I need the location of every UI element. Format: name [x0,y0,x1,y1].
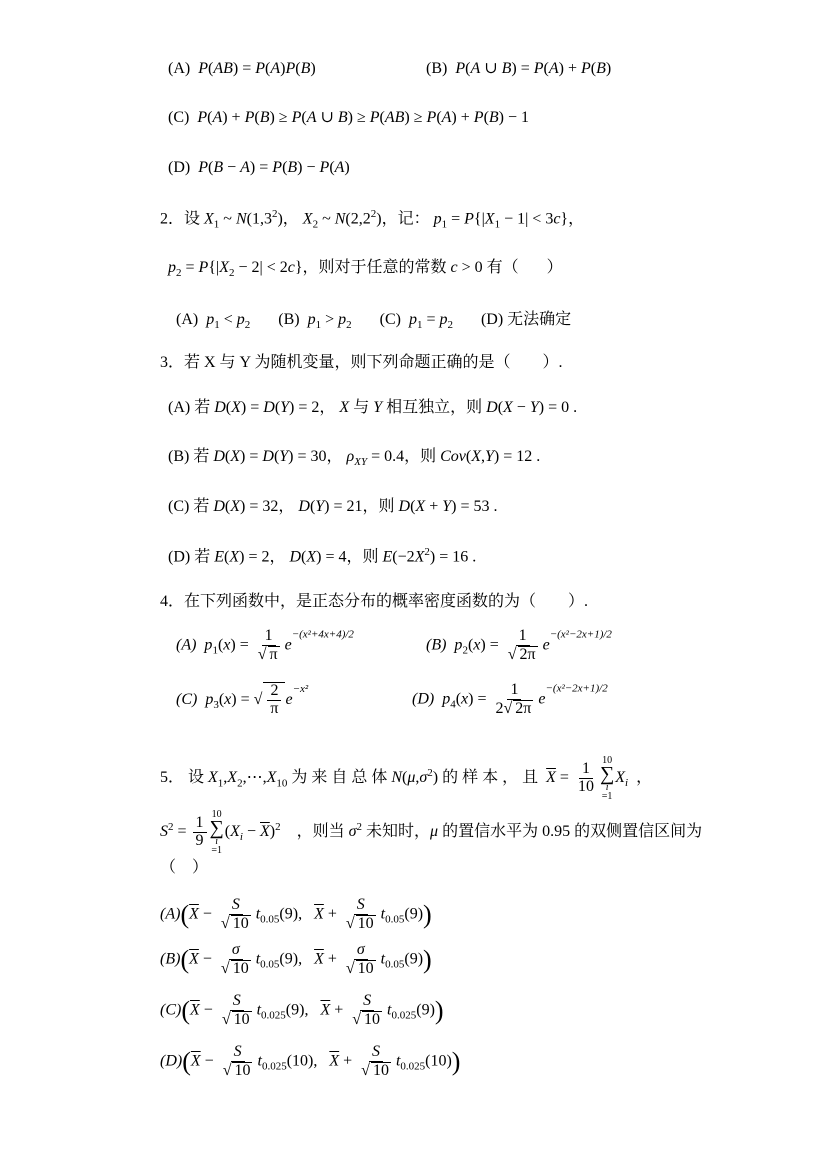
q1-option-a: (A) P(AB) = P(A)P(B) [168,60,316,77]
q2-options: (A) $p_1 < p_2$ (B) $p_1 > p_2$ (C) $p_1 = p_2$ (D) 无法确定 [176,311,572,332]
q1-option-c: (C) P(A) + P(B) ≥ P(A ∪ B) ≥ P(AB) ≥ P(A) + P(B) − 1 [168,109,530,126]
q4-option-d: (D) $p_4(x)$ = $\frac{1}{2√ 2\pi}$ $e^{-(x^2-2x+1)/2}$ [412,681,608,717]
q4-stem: 4．在下列函数中，是正态分布的概率密度函数的为（ ）. [160,593,589,610]
q5-option-c: $(C)(\overline{X}$ − $\frac{S}{√ 10}$ $t_{0.025}(9)$, $\overline{X}$ + $\frac{S}{√ 10}$ $t_{0.025}(9)$) [160,992,444,1028]
q1-option-b: (B) P(A ∪ B) = P(A) + P(B) [426,60,612,77]
q3-option-c: (C) 若 D(X) = 32， D(Y) = 21，则 D(X + Y) = 53 . [168,498,498,515]
q5-option-d: $(D)(\overline{X}$ − $\frac{S}{√ 10}$ $t_{0.025}(10)$, $\overline{X}$ + $\frac{S}{√ 10}$ $t_{0.025}(10)$) [160,1043,461,1079]
q3-option-d: (D) 若 E(X) = 2， D(X) = 4，则 $E(-2X^2) = 16$ . [168,546,477,566]
q1-option-d: (D) P(B − A) = P(B) − P(A) [168,159,350,176]
q2-line2: $p_2 = P\{|X_2 - 2| < 2c\}$，则对于任意的常数 c > 0 有（ ） [168,259,563,280]
q5-option-b: $(B)(\overline{X}$ − $\frac{\sigma}{√ 10}$ $t_{0.05}(9)$, $\overline{X}$ + $\frac{\sigma}{√ 10}$ $t_{0.05}(9)$) [160,941,432,977]
q4-option-c: (C) $p_3(x)$ = √ $\frac{2}{\pi}$ $e^{-x^2}$ [176,682,309,717]
q3-option-b: (B) 若 D(X) = D(Y) = 30， $\rho_{XY} = 0.4$，则 Cov(X,Y) = 12 . [168,448,541,469]
q5-line1: 5． 设 $X_1,X_2,\cdots,X_{10}$ 为 来 自 总 体 $N(\mu,\sigma^2)$ 的 样 本 ， 且 $\overline{X}$ = $\frac{1}{10}$ 10 ∑ i $=1X_i$ ， [160,755,653,802]
q5-answer-blank: （ ） [160,859,209,876]
q3-stem: 3．若 X 与 Y 为随机变量，则下列命题正确的是（ ）. [160,354,563,371]
q5-line2: $S^2$ = $\frac{1}{9}$ 10 ∑ i $=1(X_i - \overline{X})^2$ ，则当 $\sigma^2$ 未知时，μ 的置信水平为 0.95 的双侧置信区间为 [160,809,703,856]
q4-option-b: (B) $p_2(x)$ = $\frac{1}{√ 2\pi}$ $e^{-(x^2-2x+1)/2}$ [426,627,612,663]
q4-option-a: (A) $p_1(x)$ = $\frac{1}{√ \pi}$ $e^{-(x^2+4x+4)/2}$ [176,627,354,663]
q2-line1: 2．设 $X_1$ ~ $N(1,3^2)$， $X_2$ ~ $N(2,2^2)$，记： $p_1 = P\{|X_1 - 1| < 3c\}$， [160,208,585,231]
q3-option-a: (A) 若 D(X) = D(Y) = 2， X 与 Y 相互独立，则 D(X − Y) = 0 . [168,399,578,416]
q5-option-a: $(A)(\overline{X}$ − $\frac{S}{√ 10}$ $t_{0.05}(9)$, $\overline{X}$ + $\frac{S}{√ 10}$ $t_{0.05}(9)$) [160,896,432,932]
